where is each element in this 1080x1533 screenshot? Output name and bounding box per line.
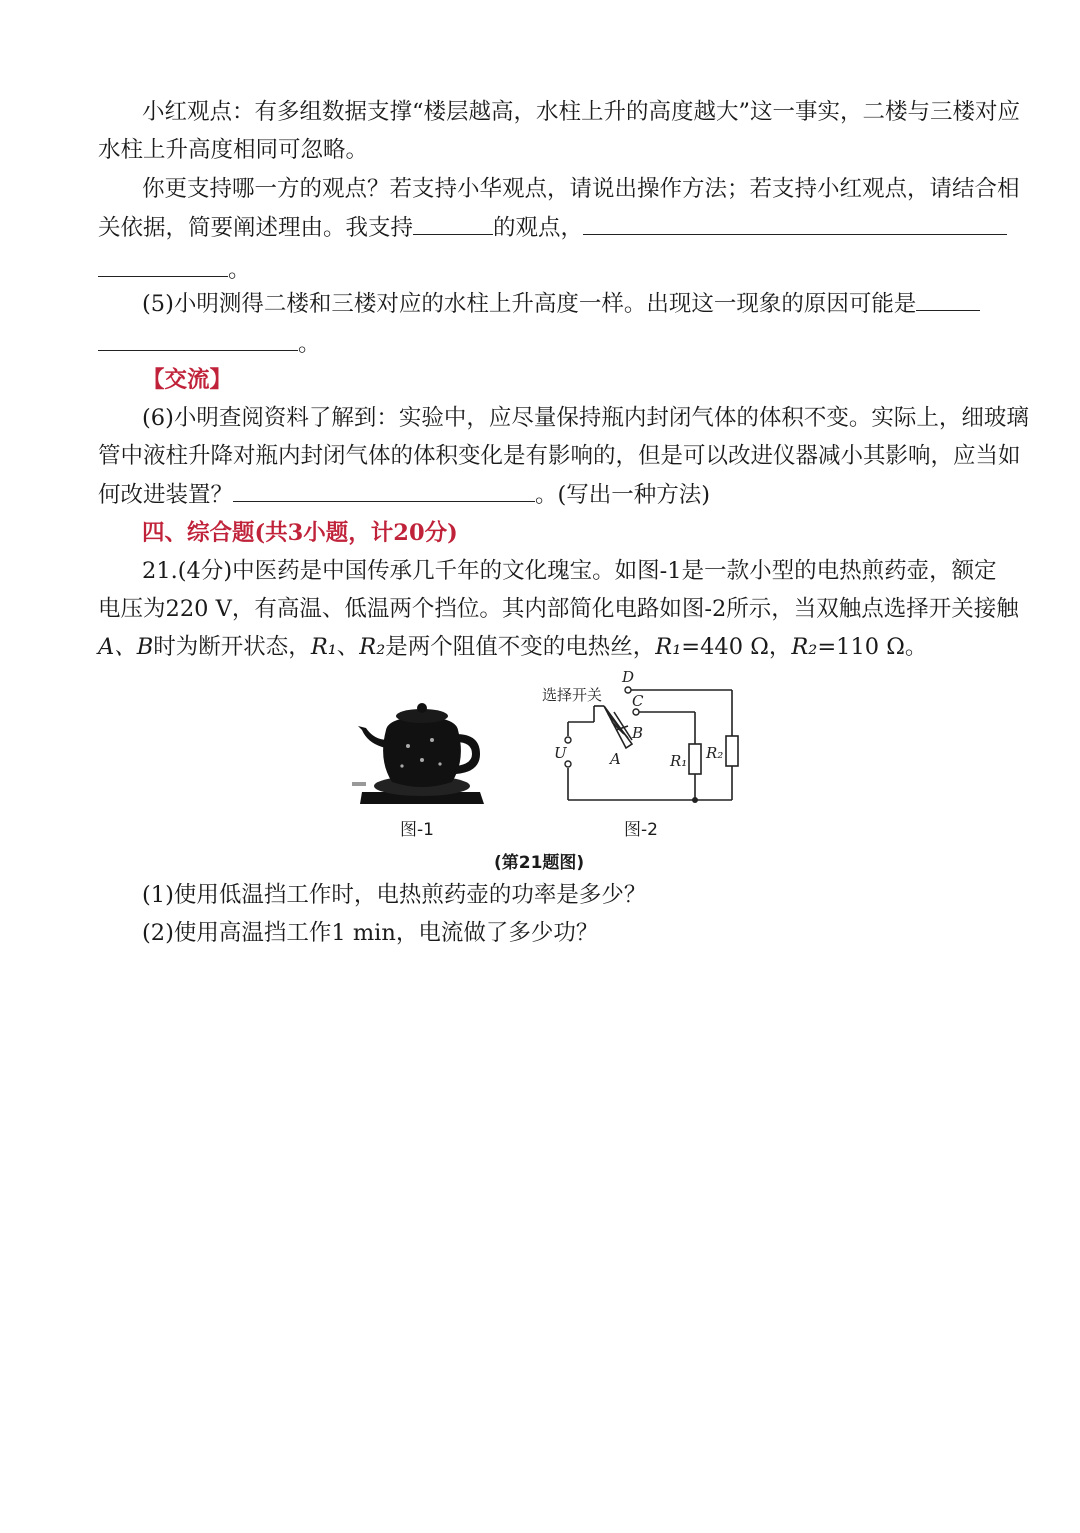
question-21-line2: 电压为220 V，有高温、低温两个挡位。其内部简化电路如图-2所示，当双触点选择开关接触 <box>98 596 1019 622</box>
question-21-line1: 21.(4分)中医药是中国传承几千年的文化瑰宝。如图-1是一款小型的电热煎药壶，额定 <box>142 558 997 584</box>
question-21-sub-2: (2)使用高温挡工作1 min，电流做了多少功？ <box>142 920 599 946</box>
terminal-c-label: C <box>632 692 644 710</box>
support-line3-end: 。 <box>228 257 251 283</box>
question-6-line3 <box>98 475 998 514</box>
paragraph-xiaohong-line2: 水柱上升高度相同可忽略。 <box>98 137 369 163</box>
question-6-text-a: 何改进装置？ <box>98 482 234 508</box>
question-6-line2: 管中液柱升降对瓶内封闭气体的体积变化是有影响的，但是可以改进仪器减小其影响，应当如 <box>98 443 1021 469</box>
q21-r2-symbol-b: R₂ <box>791 634 818 660</box>
q21-r1-value: =440 Ω， <box>681 634 792 660</box>
answer-blank-q5-cont[interactable] <box>98 324 298 351</box>
question-21-line3: A、B时为断开状态，R₁、R₂是两个阻值不变的电热丝，R₁=440 Ω，R₂=110 Ω。 <box>98 634 928 660</box>
q21-r1-symbol: R₁ <box>310 634 337 660</box>
q21-open-state: 时为断开状态， <box>153 634 311 660</box>
question-6-line1: (6)小明查阅资料了解到：实验中，应尽量保持瓶内封闭气体的体积不变。实际上，细玻璃 <box>142 405 1029 431</box>
support-text-a: 关依据，简要阐述理由。我支持 <box>98 215 414 241</box>
q21-r2-symbol: R₂ <box>359 634 386 660</box>
resistor-r2-label: R₂ <box>706 744 724 762</box>
figure-main-caption: (第21题图) <box>494 853 585 873</box>
question-5-line2 <box>98 324 998 363</box>
circuit-diagram <box>528 668 748 808</box>
answer-blank-q6[interactable] <box>233 475 535 502</box>
question-6-text-b: 。(写出一种方法) <box>535 482 711 508</box>
question-5-line1 <box>98 284 1042 323</box>
figure-1-caption: 图-1 <box>400 820 434 840</box>
answer-blank-reason[interactable] <box>583 208 1007 235</box>
q21-r1-symbol-b: R₁ <box>655 634 682 660</box>
terminal-d-label: D <box>622 668 635 686</box>
question-21-sub-1: (1)使用低温挡工作时，电热煎药壶的功率是多少？ <box>142 882 647 908</box>
terminal-a-label: A <box>610 750 621 768</box>
voltage-u-label: U <box>554 744 567 762</box>
answer-blank-support[interactable] <box>413 208 493 235</box>
terminal-b-label: B <box>632 724 644 742</box>
q21-r2-value: =110 Ω。 <box>817 634 928 660</box>
herbal-teapot-image <box>352 700 492 812</box>
section-4-heading: 四、综合题(共3小题，计20分) <box>142 520 458 546</box>
section-exchange-heading: 【交流】 <box>142 367 233 393</box>
paragraph-support-line1: 你更支持哪一方的观点？若支持小华观点，请说出操作方法；若支持小红观点，请结合相 <box>142 176 1020 202</box>
switch-label: 选择开关 <box>542 686 603 704</box>
support-text-b: 的观点， <box>493 215 584 241</box>
resistor-r1-label: R₁ <box>670 752 688 770</box>
answer-blank-reason-cont[interactable] <box>98 250 228 277</box>
q21-wires-text: 是两个阻值不变的电热丝， <box>385 634 656 660</box>
question-5-text: (5)小明测得二楼和三楼对应的水柱上升高度一样。出现这一现象的原因可能是 <box>142 291 917 317</box>
paragraph-xiaohong-line1: 小红观点：有多组数据支撑“楼层越高，水柱上升的高度越大”这一事实，二楼与三楼对应 <box>142 99 1021 125</box>
paragraph-support-line2 <box>98 208 998 247</box>
figure-2-caption: 图-2 <box>624 820 658 840</box>
answer-blank-q5[interactable] <box>916 284 980 311</box>
question-5-end: 。 <box>298 331 321 357</box>
q21-ab: A、B <box>98 634 154 660</box>
